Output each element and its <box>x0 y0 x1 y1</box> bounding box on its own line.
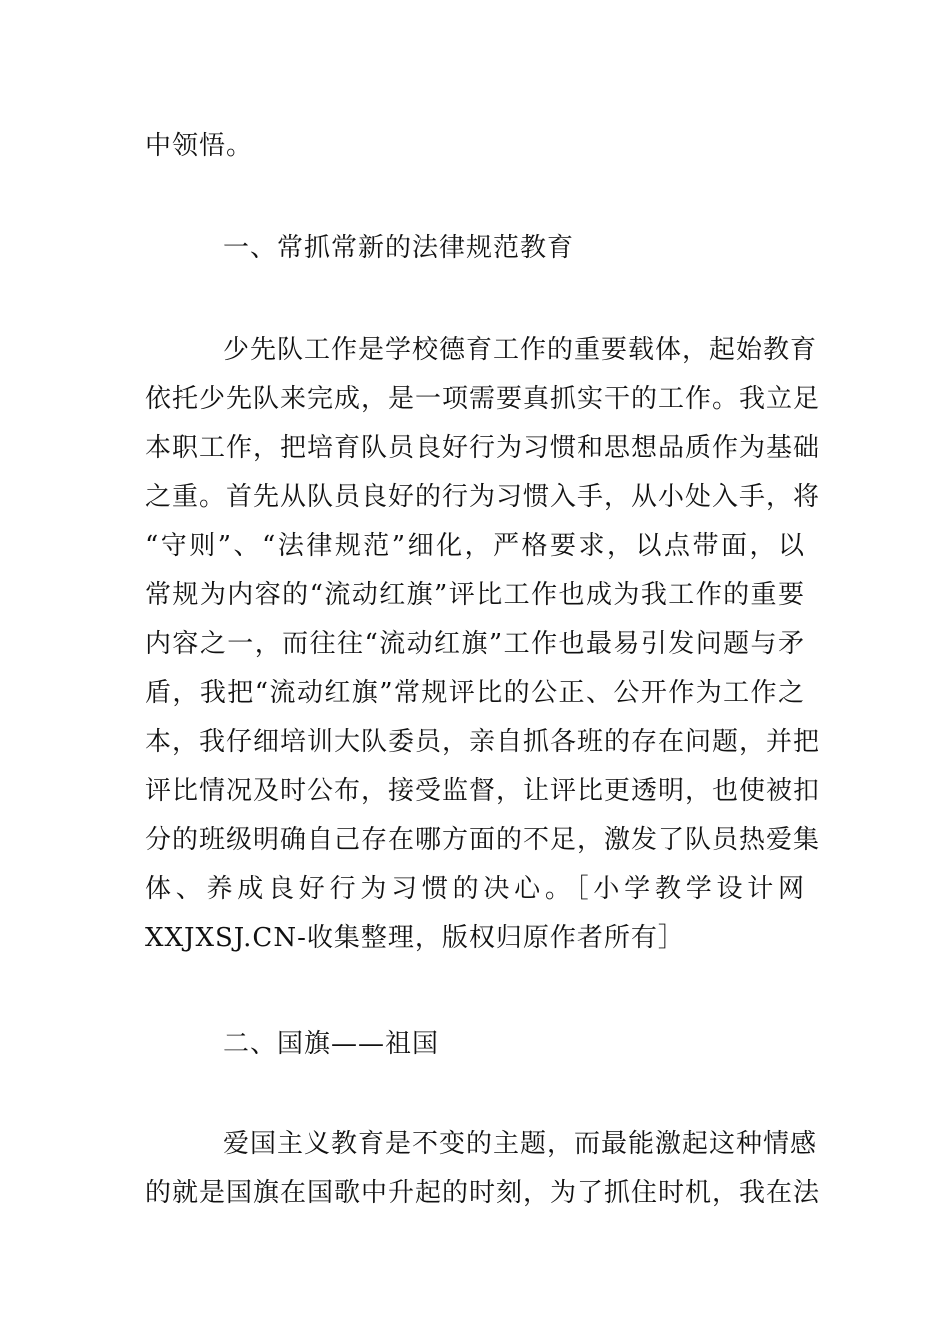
text-line: 之重。首先从队员良好的行为习惯入手，从小处入手，将 <box>145 482 821 512</box>
section-heading-1 <box>145 224 805 273</box>
text-line: 少先队工作是学校德育工作的重要载体，起始教育 <box>223 335 818 365</box>
text-line: XXJXSJ.CN-收集整理，版权归原作者所有］ <box>145 923 685 953</box>
text-line: 爱国主义教育是不变的主题，而最能激起这种情感 <box>223 1129 818 1159</box>
text-line: “守则”、“法律规范”细化，严格要求，以点带面，以 <box>145 531 805 561</box>
text-line: 的就是国旗在国歌中升起的时刻，为了抓住时机，我在法 <box>145 1178 821 1208</box>
text-line: 体、养成良好行为习惯的决心。［小学教学设计网 <box>145 874 805 904</box>
text-line: 分的班级明确自己存在哪方面的不足，激发了队员热爱集 <box>145 825 821 855</box>
section-paragraph-2 <box>145 1120 821 1218</box>
document-page <box>145 0 821 1344</box>
heading-text: 一、常抓常新的法律规范教育 <box>223 233 575 263</box>
continuation-text <box>145 122 805 171</box>
text-line: 评比情况及时公布，接受监督，让评比更透明，也使被扣 <box>145 776 821 806</box>
heading-text: 二、国旗——祖国 <box>223 1029 440 1059</box>
section-heading-2 <box>145 1020 805 1069</box>
text-line: 常规为内容的“流动红旗”评比工作也成为我工作的重要 <box>145 580 805 610</box>
text-line: 依托少先队来完成，是一项需要真抓实干的工作。我立足 <box>145 384 821 414</box>
text-line: 盾，我把“流动红旗”常规评比的公正、公开作为工作之 <box>145 678 805 708</box>
text-line: 本，我仔细培训大队委员，亲自抓各班的存在问题，并把 <box>145 727 821 757</box>
section-paragraph-1 <box>145 326 821 963</box>
text-line: 内容之一，而往往“流动红旗”工作也最易引发问题与矛 <box>145 629 805 659</box>
text-line: 本职工作，把培育队员良好行为习惯和思想品质作为基础 <box>145 433 821 463</box>
text-line: 中领悟。 <box>145 131 254 161</box>
